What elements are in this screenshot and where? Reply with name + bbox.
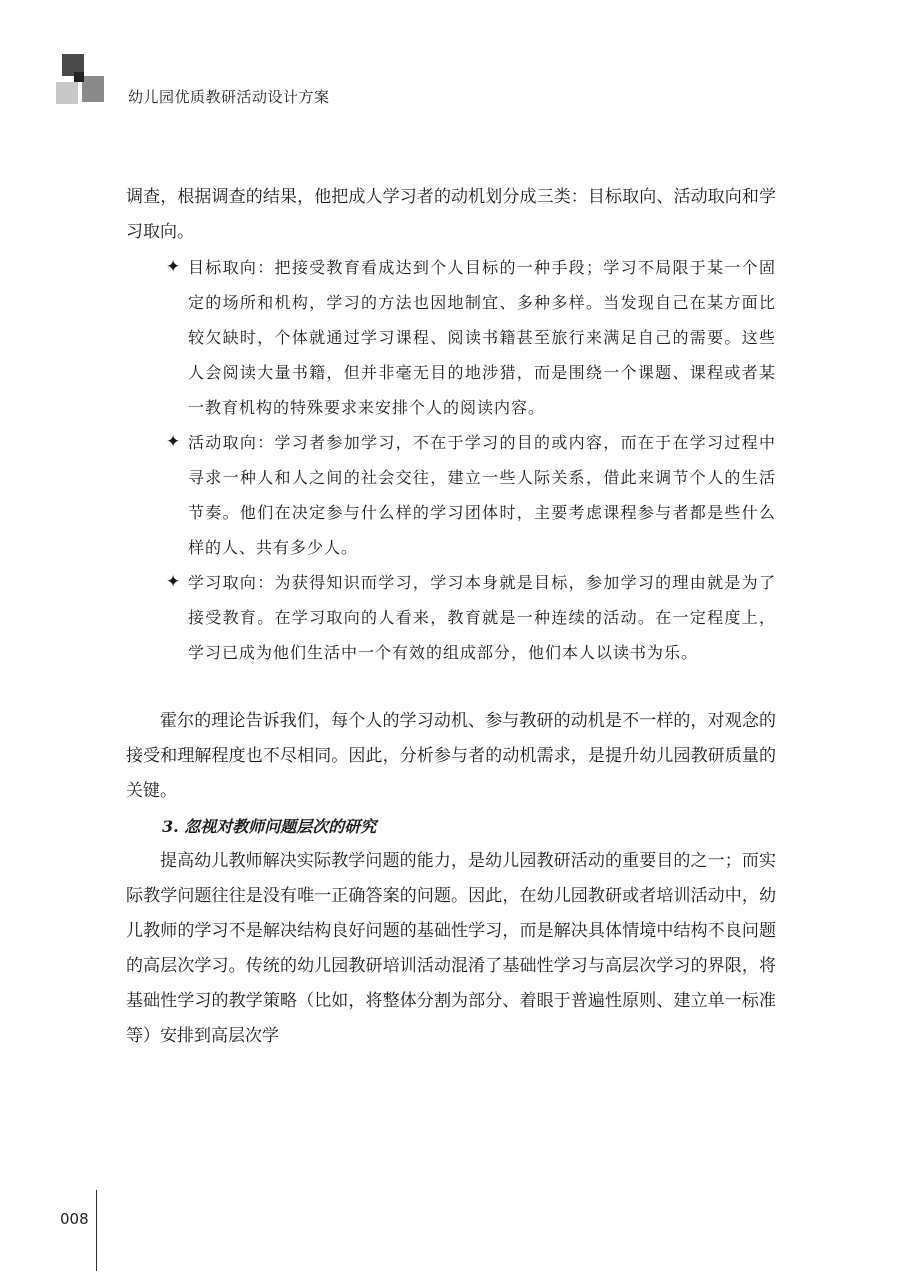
- header-logo-squares: [0, 0, 110, 110]
- page-number: 008: [60, 1210, 89, 1228]
- logo-square-light: [56, 82, 78, 104]
- bullet-text-goal: 目标取向：把接受教育看成达到个人目标的一种手段；学习不局限于某一个固定的场所和机构，学习的方法也因地制宜、多种多样。当发现自己在某方面比较欠缺时，个体就通过学习课程、阅读书籍甚至旅行来满足自己的需要。这些人会阅读大量书籍，但并非毫无目的地涉猎，而是围绕一个课题、课程或者某一教育机构的特殊要求来安排个人的阅读内容。: [188, 258, 776, 417]
- intro-paragraph: 调查，根据调查的结果，他把成人学习者的动机划分成三类：目标取向、活动取向和学习取向。: [126, 187, 776, 242]
- logo-square-black: [74, 72, 84, 82]
- list-item: [126, 425, 776, 565]
- list-item: [126, 565, 776, 670]
- bullet-text-learning: 学习取向：为获得知识而学习，学习本身就是目标，参加学习的理由就是为了接受教育。在学习取向的人看来，教育就是一种连续的活动。在一定程度上，学习已成为他们生活中一个有效的组成部分，他们本人以读书为乐。: [188, 573, 776, 662]
- motivation-list: [126, 250, 776, 670]
- problem-level-paragraph: 提高幼儿教师解决实际教学问题的能力，是幼儿园教研活动的重要目的之一；而实际教学问题往往是没有唯一正确答案的问题。因此，在幼儿园教研或者培训活动中，幼儿教师的学习不是解决结构良好问题的基础性学习，而是解决具体情境中结构不良问题的高层次学习。传统的幼儿园教研培训活动混淆了基础性学习与高层次学习的界限，将基础性学习的教学策略（比如，将整体分割为部分、着眼于普遍性原则、建立单一标准等）安排到高层次学: [126, 851, 776, 1046]
- bullet-star-icon: ✦: [166, 572, 182, 592]
- hall-theory-paragraph: 霍尔的理论告诉我们，每个人的学习动机、参与教研的动机是不一样的，对观念的接受和理解程度也不尽相同。因此，分析参与者的动机需求，是提升幼儿园教研质量的关键。: [126, 711, 776, 801]
- paragraph-gap: [126, 670, 776, 704]
- section-heading: 3. 忽视对教师问题层次的研究: [162, 817, 377, 836]
- logo-square-mid: [82, 76, 104, 102]
- page-body: [126, 180, 776, 1054]
- bullet-star-icon: ✦: [166, 257, 182, 277]
- bullet-text-activity: 活动取向：学习者参加学习，不在于学习的目的或内容，而在于在学习过程中寻求一种人和人之间的社会交往，建立一些人际关系，借此来调节个人的生活节奏。他们在决定参与什么样的学习团体时，主要考虑课程参与者都是些什么样的人、共有多少人。: [188, 433, 776, 557]
- running-head-title: 幼儿园优质教研活动设计方案: [128, 88, 330, 106]
- list-item: [126, 250, 776, 425]
- bullet-star-icon: ✦: [166, 432, 182, 452]
- footer-vertical-rule: [96, 1190, 97, 1271]
